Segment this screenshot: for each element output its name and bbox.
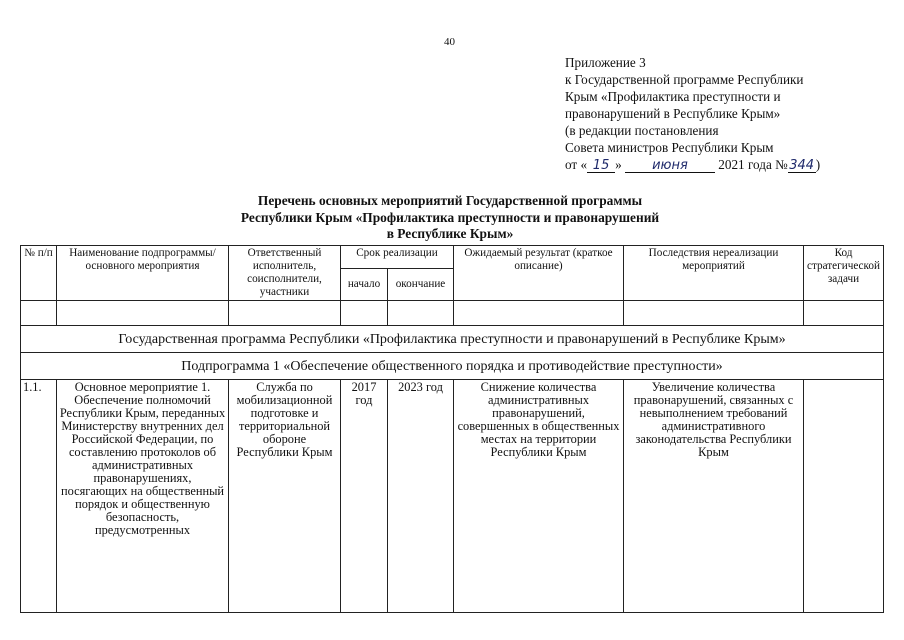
handwritten-day: 15 [587, 159, 615, 173]
section-row-program [21, 326, 884, 353]
table-row [21, 380, 884, 613]
date-prefix: от « [565, 157, 588, 172]
spacer-cell [229, 301, 341, 326]
row-result: Снижение количества административных правонарушений, совершенных в общественных местах на территории Республики Крым [454, 380, 624, 613]
header-start: начало [341, 269, 388, 301]
spacer-cell [804, 301, 884, 326]
subprogram-title: Подпрограмма 1 «Обеспечение общественного порядка и противодействие преступности» [21, 353, 884, 380]
title-line: Республики Крым «Профилактика преступности и правонарушений [240, 209, 660, 225]
table-header-row [21, 246, 884, 269]
spacer-cell [454, 301, 624, 326]
header-end: окончание [388, 269, 454, 301]
header-executor: Ответственный исполнитель, соисполнители, участники [229, 246, 341, 301]
appendix-line: к Государственной программе Республики [565, 72, 804, 87]
spacer-cell [624, 301, 804, 326]
date-mid: » [615, 157, 622, 172]
spacer-cell [21, 301, 57, 326]
appendix-line: Совета министров Республики Крым [565, 140, 774, 155]
header-result: Ожидаемый результат (краткое описание) [454, 246, 624, 301]
section-row-subprogram [21, 353, 884, 380]
date-year: 2021 года № [718, 157, 788, 172]
spacer-cell [388, 301, 454, 326]
title-line: в Республике Крым» [386, 226, 514, 241]
appendix-line: Приложение 3 [565, 55, 646, 70]
date-suffix: ) [815, 157, 821, 172]
header-code: Код стратегической задачи [804, 246, 884, 301]
row-start: 2017 год [341, 380, 388, 613]
document-title [150, 193, 750, 243]
header-spacer-row [21, 301, 884, 326]
header-name: Наименование подпрограммы/основного мероприятия [57, 246, 229, 301]
program-title: Государственная программа Республики «Профилактика преступности и правонарушений в Республике Крым» [21, 326, 884, 353]
measures-table [20, 245, 884, 613]
spacer-cell [341, 301, 388, 326]
header-consequences: Последствия нереализации мероприятий [624, 246, 804, 301]
resolution-date-line [565, 156, 885, 173]
row-consequences: Увеличение количества правонарушений, связанных с невыполнением требований административного законодательства Республики Крым [624, 380, 804, 613]
row-name: Основное мероприятие 1. Обеспечение полномочий Республики Крым, переданных Министерству внутренних дел Российской Федерации, по составлению протоколов об административных правонарушениях, посягающих на общественный порядок и общественную безопасность, предусмотренных [57, 380, 229, 613]
row-end: 2023 год [388, 380, 454, 613]
handwritten-month: июня [625, 159, 715, 173]
header-period: Срок реализации [341, 246, 454, 269]
row-num: 1.1. [21, 380, 57, 613]
handwritten-number: 344 [789, 158, 815, 173]
spacer-cell [57, 301, 229, 326]
row-code [804, 380, 884, 613]
appendix-line: (в редакции постановления [565, 123, 719, 138]
page-number: 40 [444, 36, 455, 48]
appendix-line: правонарушений в Республике Крым» [565, 106, 781, 121]
title-line: Перечень основных мероприятий Государственной программы [257, 193, 643, 208]
appendix-block [565, 54, 885, 173]
appendix-line: Крым «Профилактика преступности и [565, 89, 781, 104]
row-executor: Служба по мобилизационной подготовке и территориальной обороне Республики Крым [229, 380, 341, 613]
header-num: № п/п [21, 246, 57, 301]
